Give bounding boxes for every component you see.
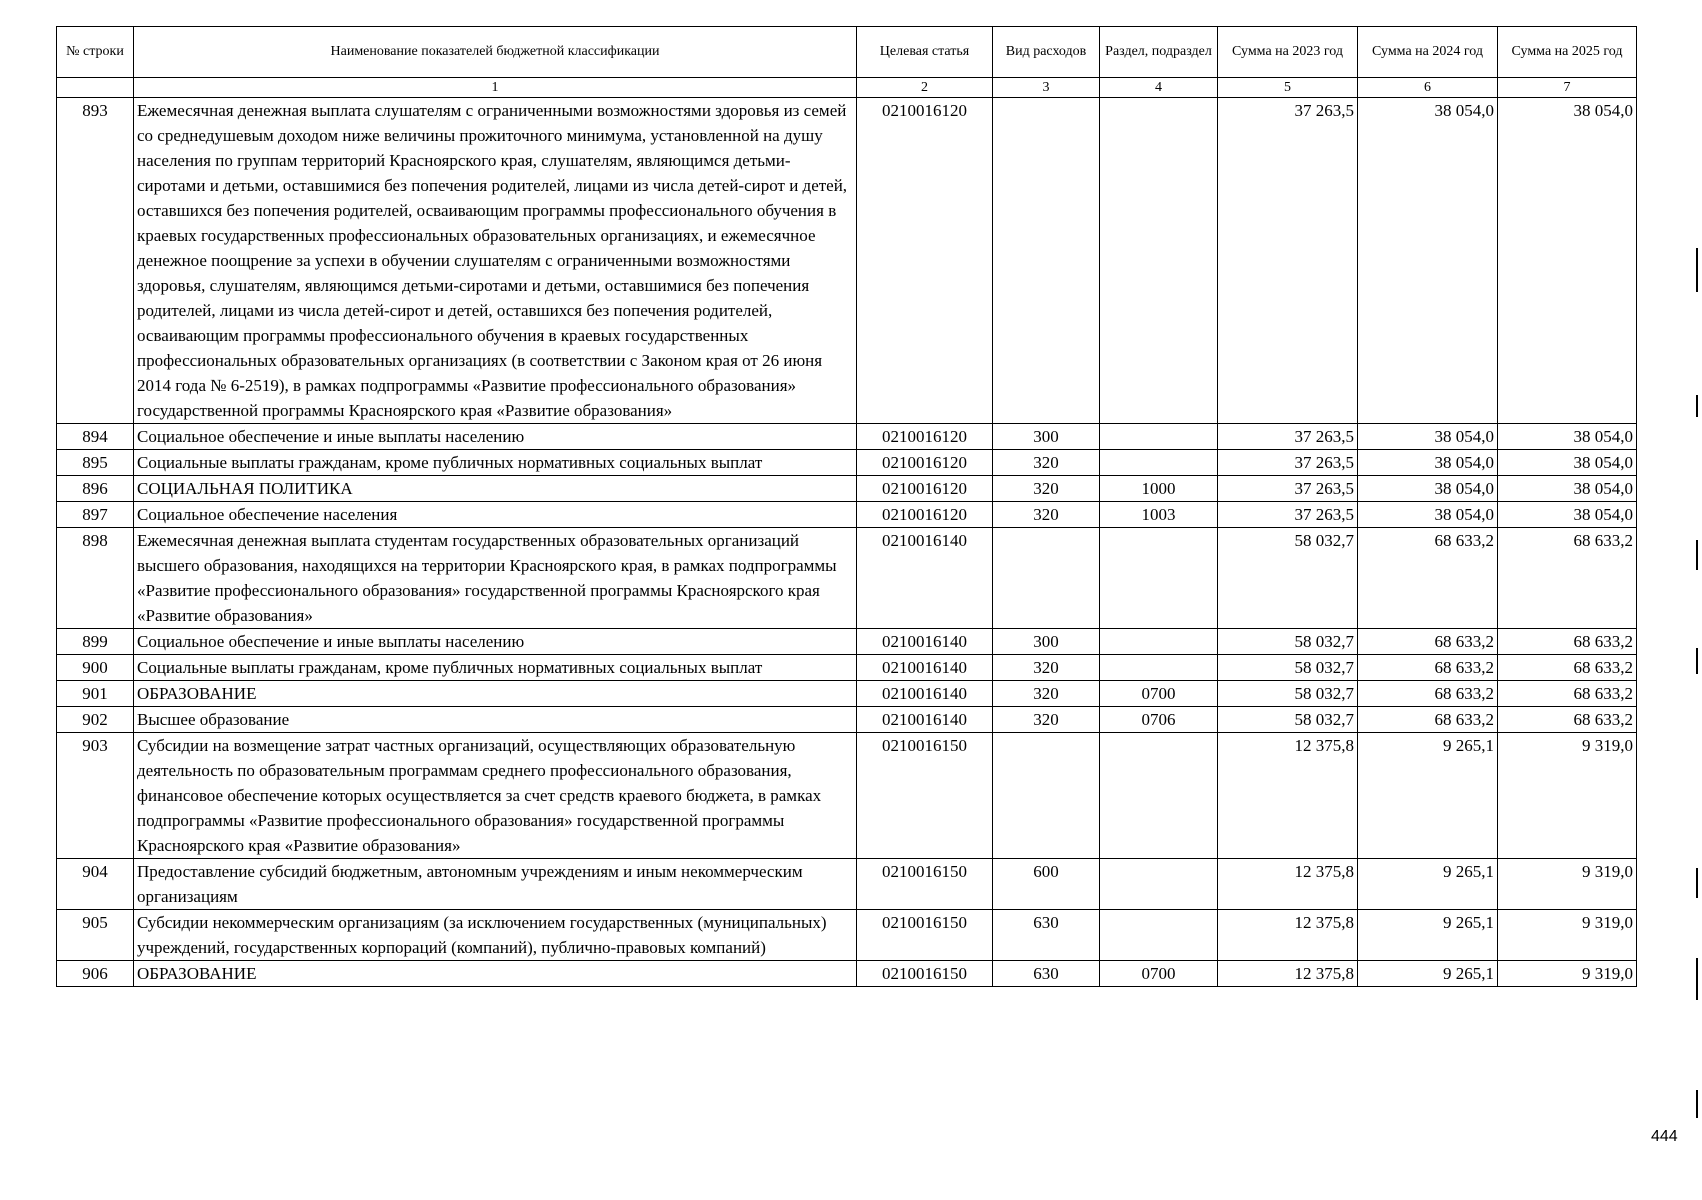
expense-type: 320 xyxy=(993,655,1100,681)
target-article: 0210016150 xyxy=(857,859,993,910)
row-number: 905 xyxy=(57,910,134,961)
target-article: 0210016120 xyxy=(857,476,993,502)
indicator-name: Социальные выплаты гражданам, кроме публичных нормативных социальных выплат xyxy=(134,450,857,476)
sum-2025: 38 054,0 xyxy=(1498,502,1637,528)
sum-2023: 12 375,8 xyxy=(1218,961,1358,987)
section-code xyxy=(1100,528,1218,629)
sum-2025: 9 319,0 xyxy=(1498,910,1637,961)
row-number: 902 xyxy=(57,707,134,733)
sum-2023: 12 375,8 xyxy=(1218,910,1358,961)
row-number: 900 xyxy=(57,655,134,681)
sum-2024: 68 633,2 xyxy=(1358,629,1498,655)
expense-type: 320 xyxy=(993,681,1100,707)
header-row xyxy=(57,27,1637,78)
row-number: 897 xyxy=(57,502,134,528)
section-code xyxy=(1100,424,1218,450)
section-code xyxy=(1100,629,1218,655)
target-article: 0210016140 xyxy=(857,707,993,733)
scan-edge-mark xyxy=(1696,248,1698,292)
sum-2024: 9 265,1 xyxy=(1358,733,1498,859)
page-number: 444 xyxy=(1651,1128,1678,1145)
target-article: 0210016150 xyxy=(857,733,993,859)
column-number: 6 xyxy=(1358,78,1498,98)
target-article: 0210016150 xyxy=(857,961,993,987)
target-article: 0210016140 xyxy=(857,655,993,681)
row-number: 906 xyxy=(57,961,134,987)
indicator-name: ОБРАЗОВАНИЕ xyxy=(134,681,857,707)
table-row xyxy=(57,910,1637,961)
sum-2024: 38 054,0 xyxy=(1358,98,1498,424)
sum-2025: 68 633,2 xyxy=(1498,681,1637,707)
sum-2023: 58 032,7 xyxy=(1218,681,1358,707)
row-number: 898 xyxy=(57,528,134,629)
target-article: 0210016150 xyxy=(857,910,993,961)
indicator-name: Предоставление субсидий бюджетным, автономным учреждениям и иным некоммерческим организациям xyxy=(134,859,857,910)
sum-2023: 12 375,8 xyxy=(1218,859,1358,910)
expense-type: 630 xyxy=(993,910,1100,961)
sum-2024: 68 633,2 xyxy=(1358,655,1498,681)
expense-type: 320 xyxy=(993,707,1100,733)
target-article: 0210016120 xyxy=(857,450,993,476)
sum-2024: 68 633,2 xyxy=(1358,707,1498,733)
column-number: 4 xyxy=(1100,78,1218,98)
section-code: 1000 xyxy=(1100,476,1218,502)
sum-2023: 58 032,7 xyxy=(1218,528,1358,629)
indicator-name: Социальное обеспечение и иные выплаты населению xyxy=(134,629,857,655)
sum-2023: 58 032,7 xyxy=(1218,655,1358,681)
section-code: 0700 xyxy=(1100,961,1218,987)
indicator-name: Субсидии на возмещение затрат частных организаций, осуществляющих образовательную деятельность по образовательным программам среднего профессионального образования, финансовое обеспечение которых осуществляется за счет средств краевого бюджета, в рамках подпрограммы «Развитие профессионального образования» государственной программы Красноярского края «Развитие образования» xyxy=(134,733,857,859)
target-article: 0210016120 xyxy=(857,502,993,528)
expense-type xyxy=(993,98,1100,424)
indicator-name: Высшее образование xyxy=(134,707,857,733)
table-row xyxy=(57,655,1637,681)
sum-2023: 37 263,5 xyxy=(1218,502,1358,528)
sum-2025: 9 319,0 xyxy=(1498,733,1637,859)
row-number: 904 xyxy=(57,859,134,910)
sum-2024: 68 633,2 xyxy=(1358,528,1498,629)
column-number: 3 xyxy=(993,78,1100,98)
header-sum-2023: Сумма на 2023 год xyxy=(1218,27,1358,78)
target-article: 0210016120 xyxy=(857,98,993,424)
column-number: 5 xyxy=(1218,78,1358,98)
sum-2023: 37 263,5 xyxy=(1218,98,1358,424)
section-code: 0706 xyxy=(1100,707,1218,733)
expense-type: 320 xyxy=(993,502,1100,528)
sum-2024: 38 054,0 xyxy=(1358,424,1498,450)
sum-2025: 68 633,2 xyxy=(1498,528,1637,629)
sum-2024: 68 633,2 xyxy=(1358,681,1498,707)
table-row xyxy=(57,528,1637,629)
table-row xyxy=(57,424,1637,450)
table-body xyxy=(57,98,1637,987)
sum-2024: 9 265,1 xyxy=(1358,910,1498,961)
table-row xyxy=(57,476,1637,502)
header-indicator-name: Наименование показателей бюджетной классификации xyxy=(134,27,857,78)
scan-edge-mark xyxy=(1696,958,1698,1000)
scan-edge-mark xyxy=(1696,395,1698,417)
section-code xyxy=(1100,910,1218,961)
sum-2025: 38 054,0 xyxy=(1498,424,1637,450)
expense-type: 630 xyxy=(993,961,1100,987)
table-row xyxy=(57,961,1637,987)
row-number: 893 xyxy=(57,98,134,424)
target-article: 0210016140 xyxy=(857,528,993,629)
budget-classification-table xyxy=(56,26,1637,987)
section-code xyxy=(1100,655,1218,681)
header-sum-2024: Сумма на 2024 год xyxy=(1358,27,1498,78)
row-number: 903 xyxy=(57,733,134,859)
section-code xyxy=(1100,859,1218,910)
scan-edge-mark xyxy=(1696,1090,1698,1118)
table-row xyxy=(57,629,1637,655)
target-article: 0210016120 xyxy=(857,424,993,450)
scan-edge-mark xyxy=(1696,648,1698,674)
sum-2024: 38 054,0 xyxy=(1358,476,1498,502)
scan-edge-mark xyxy=(1696,868,1698,898)
sum-2025: 68 633,2 xyxy=(1498,707,1637,733)
expense-type: 320 xyxy=(993,450,1100,476)
row-number: 901 xyxy=(57,681,134,707)
expense-type xyxy=(993,528,1100,629)
target-article: 0210016140 xyxy=(857,629,993,655)
section-code xyxy=(1100,450,1218,476)
table-row xyxy=(57,859,1637,910)
column-number: 7 xyxy=(1498,78,1637,98)
indicator-name: Социальное обеспечение населения xyxy=(134,502,857,528)
indicator-name: СОЦИАЛЬНАЯ ПОЛИТИКА xyxy=(134,476,857,502)
table-row xyxy=(57,98,1637,424)
row-number: 899 xyxy=(57,629,134,655)
row-number: 894 xyxy=(57,424,134,450)
sum-2025: 9 319,0 xyxy=(1498,859,1637,910)
sum-2025: 38 054,0 xyxy=(1498,450,1637,476)
sum-2024: 38 054,0 xyxy=(1358,450,1498,476)
column-number: 2 xyxy=(857,78,993,98)
column-number: 1 xyxy=(134,78,857,98)
table-row xyxy=(57,502,1637,528)
indicator-name: Социальное обеспечение и иные выплаты населению xyxy=(134,424,857,450)
header-row-number: № строки xyxy=(57,27,134,78)
sum-2025: 68 633,2 xyxy=(1498,655,1637,681)
sum-2025: 38 054,0 xyxy=(1498,98,1637,424)
sum-2023: 58 032,7 xyxy=(1218,629,1358,655)
expense-type: 600 xyxy=(993,859,1100,910)
sum-2023: 12 375,8 xyxy=(1218,733,1358,859)
target-article: 0210016140 xyxy=(857,681,993,707)
sum-2023: 37 263,5 xyxy=(1218,476,1358,502)
expense-type: 300 xyxy=(993,424,1100,450)
sum-2025: 68 633,2 xyxy=(1498,629,1637,655)
row-number: 895 xyxy=(57,450,134,476)
expense-type: 320 xyxy=(993,476,1100,502)
indicator-name: Ежемесячная денежная выплата студентам государственных образовательных организаций высшего образования, находящихся на территории Красноярского края, в рамках подпрограммы «Развитие профессионального образования» государственной программы Красноярского края «Развитие образования» xyxy=(134,528,857,629)
sum-2024: 9 265,1 xyxy=(1358,961,1498,987)
sum-2024: 38 054,0 xyxy=(1358,502,1498,528)
expense-type xyxy=(993,733,1100,859)
header-target-article: Целевая статья xyxy=(857,27,993,78)
expense-type: 300 xyxy=(993,629,1100,655)
sum-2024: 9 265,1 xyxy=(1358,859,1498,910)
header-sum-2025: Сумма на 2025 год xyxy=(1498,27,1637,78)
column-number-row xyxy=(57,78,1637,98)
indicator-name: Социальные выплаты гражданам, кроме публичных нормативных социальных выплат xyxy=(134,655,857,681)
sum-2023: 58 032,7 xyxy=(1218,707,1358,733)
table-row xyxy=(57,681,1637,707)
header-section: Раздел, подраздел xyxy=(1100,27,1218,78)
row-number: 896 xyxy=(57,476,134,502)
indicator-name: ОБРАЗОВАНИЕ xyxy=(134,961,857,987)
section-code: 1003 xyxy=(1100,502,1218,528)
indicator-name: Ежемесячная денежная выплата слушателям с ограниченными возможностями здоровья из семей со среднедушевым доходом ниже величины прожиточного минимума, установленной на душу населения по группам территорий Красноярского края, слушателям, являющимся детьми-сиротами и детьми, оставшимися без попечения родителей, лицами из числа детей-сирот и детей, оставшихся без попечения родителей, осваивающим программы профессионального обучения в краевых государственных профессиональных образовательных организациях, и ежемесячное денежное поощрение за успехи в обучении слушателям с ограниченными возможностями здоровья, слушателям, являющимся детьми-сиротами и детьми, оставшимися без попечения родителей, лицами из числа детей-сирот и детей, оставшихся без попечения родителей, осваивающим программы профессионального обучения в краевых государственных профессиональных образовательных организациях (в соответствии с Законом края от 26 июня 2014 года № 6-2519), в рамках подпрограммы «Развитие профессионального образования» государственной программы Красноярского края «Развитие образования» xyxy=(134,98,857,424)
section-code xyxy=(1100,98,1218,424)
sum-2023: 37 263,5 xyxy=(1218,424,1358,450)
sum-2025: 38 054,0 xyxy=(1498,476,1637,502)
table-row xyxy=(57,733,1637,859)
header-expense-type: Вид расходов xyxy=(993,27,1100,78)
sum-2023: 37 263,5 xyxy=(1218,450,1358,476)
scan-edge-mark xyxy=(1696,540,1698,570)
sum-2025: 9 319,0 xyxy=(1498,961,1637,987)
section-code xyxy=(1100,733,1218,859)
column-number xyxy=(57,78,134,98)
section-code: 0700 xyxy=(1100,681,1218,707)
indicator-name: Субсидии некоммерческим организациям (за исключением государственных (муниципальных) учреждений, государственных корпораций (компаний), публично-правовых компаний) xyxy=(134,910,857,961)
table-row xyxy=(57,707,1637,733)
table-row xyxy=(57,450,1637,476)
